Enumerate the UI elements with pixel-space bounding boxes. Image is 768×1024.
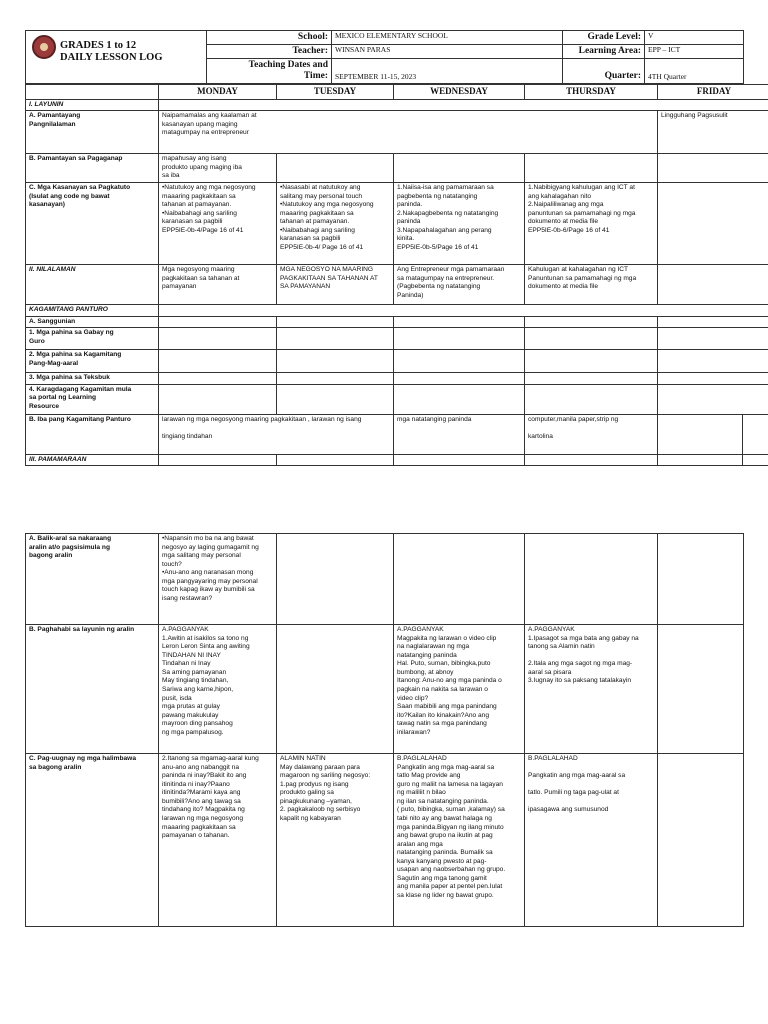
school-value: MEXICO ELEMENTARY SCHOOL [332,31,563,45]
cell-pamamaraan-tuesday [277,454,394,466]
title-line-1: GRADES 1 to 12 [60,40,137,51]
teacher-value: WINSAN PARAS [332,44,563,58]
cell-pag-uugnay-monday: 2.Itanong sa mgamag-aaral kung anu-ano ang nabanggit na paninda ni inay?Bakit ito ang itinitinda ni inay?Paano itinitinda?Marami kaya ang bumibili?Ano ang tawag sa tindahang ito? Magpakita ng larawan ng mga negosyong maaaring pagkakitaan sa pamayanan o tahanan. [159,754,277,927]
cell-nilalaman-wednesday: Ang Entrepreneur mga pamamaraan sa matagumpay na entrepreneur. (Pagbebenta ng natatanging Paninda) [394,264,525,304]
cell-karagdagang-friday [658,384,768,414]
cell-gabay-friday [658,328,768,350]
row-label-layunin: I. LAYUNIN [26,99,159,111]
day-header-monday: MONDAY [159,85,277,100]
row-label-pamamaraan: III. PAMAMARAAN [26,454,159,466]
row-label-pag-uugnay: C. Pag-uugnay ng mga halimbawa sa bagong aralin [26,754,159,927]
cell-paghahabi-tuesday [277,625,394,754]
cell-iba-pang-kagamitan-thursday: computer,manila paper,strip ng kartolina [525,414,658,454]
cell-teksbuk-friday [658,373,768,385]
cell-gabay-thursday [525,328,658,350]
cell-paghahabi-monday: A.PAGGANYAK 1.Awitin at isakilos sa tono ng Leron Leron Sinta ang awiting TINDAHAN NI INAY Tindahan ni Inay Sa aming pamayanan May tingiang tindahan, Sariwa ang karne,hipon, pusit, isda mga prutas at gulay pawang makukulay mayroon ding pansahog ng mga pampalusog. [159,625,277,754]
header-table [25,30,744,84]
cell-nilalaman-friday [658,264,768,304]
cell-balik-aral-tuesday [277,534,394,625]
cell-kasanayan-tuesday: •Nasasabi at natutukoy ang salitang may personal touch •Natutukoy ang mga negosyong maaaring pagkakitaan sa tahanan at pamayanan. •Naibabahagi ang sariling karanasan sa pagbili EPP5IE-0b-4/ Page 16 of 41 [277,182,394,264]
cell-karagdagang-thursday [525,384,658,414]
cell-pagaganap-tuesday [277,154,394,183]
school-label: School: [207,31,332,45]
cell-pang-mag-aaral-tuesday [277,350,394,373]
cell-teksbuk-tuesday [277,373,394,385]
row-label-teksbuk: 3. Mga pahina sa Teksbuk [26,373,159,385]
day-header-tuesday: TUESDAY [277,85,394,100]
teacher-label: Teacher: [207,44,332,58]
cell-nilalaman-tuesday: MGA NEGOSYO NA MAARING PAGKAKITAAN SA TAHANAN AT SA PAMAYANAN [277,264,394,304]
corner-cell [26,85,159,100]
cell-karagdagang-wednesday [394,384,525,414]
cell-pangnilalaman-monday: Naipamamalas ang kaalaman at kasanayan upang maging matagumpay na entrepreneur [159,111,658,154]
cell-sanggunian-tuesday [277,316,394,328]
cell-pagaganap-thursday [525,154,658,183]
cell-gabay-tuesday [277,328,394,350]
cell-nilalaman-thursday: Kahulugan at kahalagahan ng ICT Panuntunan sa pamamahagi ng mga dokumento at media file [525,264,658,304]
cell-pagaganap-monday: mapahusay ang isang produkto upang maging iba sa iba [159,154,277,183]
cell-teksbuk-monday [159,373,277,385]
title-line-2: DAILY LESSON LOG [60,52,163,63]
cell-pagaganap-friday [658,154,768,183]
cell-iba-pang-kagamitan-monday-tuesday: larawan ng mga negosyong maaring pagkakitaan , larawan ng isang tingiang tindahan [159,414,394,454]
cell-sanggunian-monday [159,316,277,328]
cell-kasanayan-wednesday: 1.Naiisa-isa ang pamamaraan sa pagbebenta ng natatanging paninda. 2.Nakapagbebenta ng natatanging paninda 3.Napapahalagahan ang perang kinita. EPP5IE-0b-5/Page 16 of 41 [394,182,525,264]
cell-pamamaraan-extra [743,454,768,466]
cell-paghahabi-friday [658,625,744,754]
row-label-kagamitang-panturo: KAGAMITANG PANTURO [26,304,159,316]
row-label-sanggunian: A. Sanggunian [26,316,159,328]
cell-paghahabi-wednesday: A.PAGGANYAK Magpakita ng larawan o video clip na naglalarawan ng mga natatanging paninda Hal. Puto, suman, bibingka,puto bumbong, at abnoy Itanong: Anu-no ang mga paninda o pagkain na nakita sa larawan o video clip? Saan mabibili ang mga panindang ito?Kailan ito kinakain?Ano ang tawag natin sa mga panindang inilarawan? [394,625,525,754]
learning-area-label: Learning Area: [563,44,645,58]
cell-pamamaraan-monday [159,454,277,466]
teaching-dates-label-line1: Teaching Dates and [248,59,328,70]
cell-balik-aral-monday: •Napansin mo ba na ang bawat negosyo ay laging gumagamit ng mga salitang may personal touch? •Anu-ano ang naranasan mong mga pangyayaring may personal touch kapag ikaw ay bumibili sa isang restawran? [159,534,277,625]
cell-pang-mag-aaral-friday [658,350,768,373]
teaching-dates-label [207,58,332,83]
grade-level-label: Grade Level: [563,31,645,45]
cell-pag-uugnay-thursday: B.PAGLALAHAD Pangkatin ang mga mag-aaral sa tatlo. Pumili ng taga pag-ulat at ipasagawa ang sumusunod [525,754,658,927]
day-header-friday: FRIDAY [658,85,768,100]
title-cell [26,31,207,84]
cell-pang-mag-aaral-monday [159,350,277,373]
teaching-dates-value: SEPTEMBER 11-15, 2023 [332,58,563,83]
row-label-balik-aral: A. Balik-aral sa nakaraang aralin at/o pagsisimula ng bagong aralin [26,534,159,625]
cell-teksbuk-thursday [525,373,658,385]
cell-sanggunian-thursday [525,316,658,328]
cell-balik-aral-thursday [525,534,658,625]
row-label-nilalaman: II. NILALAMAN [26,264,159,304]
row-label-paghahabi: B. Paghahabi sa layunin ng aralin [26,625,159,754]
cell-iba-pang-kagamitan-extra [743,414,768,454]
lesson-procedure-table [25,533,744,927]
row-label-iba-pang-kagamitan: B. Iba pang Kagamitang Panturo [26,414,159,454]
cell-kasanayan-monday: •Natutukoy ang mga negosyong maaaring pagkakitaan sa tahanan at pamayanan. •Naibabahagi ang sariling karanasan sa pagbili EPP5IE-0b-4/Page 16 of 41 [159,182,277,264]
cell-pagaganap-wednesday [394,154,525,183]
quarter-value: 4TH Quarter [645,58,744,83]
cell-gabay-wednesday [394,328,525,350]
cell-balik-aral-friday [658,534,744,625]
cell-pang-mag-aaral-wednesday [394,350,525,373]
cell-pamamaraan-friday [658,454,743,466]
row-label-pamantayan-sa-pagaganap: B. Pamantayan sa Pagaganap [26,154,159,183]
cell-pamamaraan-thursday [525,454,658,466]
cell-gabay-monday [159,328,277,350]
lesson-log-table [25,84,768,466]
cell-karagdagang-monday [159,384,277,414]
cell-teksbuk-wednesday [394,373,525,385]
cell-balik-aral-wednesday [394,534,525,625]
cell-iba-pang-kagamitan-friday [658,414,743,454]
cell-kasanayan-thursday: 1.Nabibigyang kahulugan ang ICT at ang kahalagahan nito 2.Naipaliliwanag ang mga panuntunan sa pamamahagi ng mga dokumento at media file EPP5IE-0b-6/Page 16 of 41 [525,182,658,264]
cell-iba-pang-kagamitan-wednesday: mga natatanging paninda [394,414,525,454]
row-label-gabay-ng-guro: 1. Mga pahina sa Gabay ng Guro [26,328,159,350]
cell-paghahabi-thursday: A.PAGGANYAK 1.Ipasagot sa mga bata ang gabay na tanong sa Alamin natin 2.Itala ang mga sagot ng mga mag- aaral sa pisara 3.Iugnay ito sa paksang tatalakayin [525,625,658,754]
cell-kasanayan-friday [658,182,768,264]
cell-pang-mag-aaral-thursday [525,350,658,373]
row-label-kasanayan: C. Mga Kasanayan sa Pagkatuto (Isulat ang code ng bawat kasanayan) [26,182,159,264]
quarter-label: Quarter: [563,58,645,83]
cell-nilalaman-monday: Mga negosyong maaring pagkakitaan sa tahanan at pamayanan [159,264,277,304]
learning-area-value: EPP – ICT [645,44,744,58]
row-label-karagdagang-kagamitan: 4. Karagdagang Kagamitan mula sa portal ng Learning Resource [26,384,159,414]
cell-karagdagang-tuesday [277,384,394,414]
cell-pangnilalaman-friday: Lingguhang Pagsusulit [658,111,768,154]
layunin-cell [159,99,768,111]
cell-pag-uugnay-tuesday: ALAMIN NATIN May dalawang paraan para magaroon ng sariling negosyo: 1.pag prodyus ng isang produkto galing sa pinagkukunang –yaman, 2. pagkakaloob ng serbisyo kapalit ng kabayaran [277,754,394,927]
cell-pag-uugnay-friday [658,754,744,927]
teaching-dates-label-line2: Time: [303,70,328,81]
cell-pag-uugnay-wednesday: B.PAGLALAHAD Pangkatin ang mga mag-aaral sa tatlo Mag provide ang guro ng maliit na lamesa na lagayan ng maliliit n bilao ng ilan sa natatanging paninda. ( puto, bibingka, suman ,kalamay) sa tabi nito ay ang bawat halaga ng mga paninda.Bigyan ng ilang minuto ang bawat grupo na ikutin at pag aralan ang mga natatanging paninda. Bumalik sa kanya kanyang pwesto at pag- usapan ang naobserbahan ng grupo. Sagutin ang mga tanong gamit ang manila paper at pentel pen.Iulat sa klase ng lider ng bawat grupo. [394,754,525,927]
row-label-kagamitang-pang-mag-aaral: 2. Mga pahina sa Kagamitang Pang-Mag-aaral [26,350,159,373]
cell-pamamaraan-wednesday [394,454,525,466]
cell-sanggunian-wednesday [394,316,525,328]
grade-level-value: V [645,31,744,45]
kagamitang-panturo-cell [159,304,768,316]
day-header-wednesday: WEDNESDAY [394,85,525,100]
cell-sanggunian-friday [658,316,768,328]
day-header-thursday: THURSDAY [525,85,658,100]
row-label-pamantayang-pangnilalaman: A. Pamantayang Pangnilalaman [26,111,159,154]
